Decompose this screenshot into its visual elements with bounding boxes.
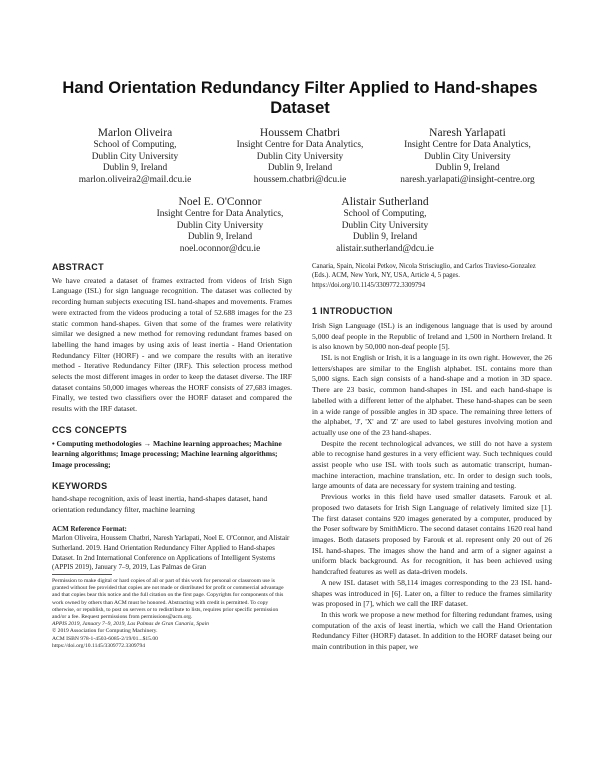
intro-paragraph: A new ISL dataset with 58,114 images corresponding to the 23 ISL hand-shapes was introduced in [6]. Later on, a filter to reduce the frames similarity was proposed in [7], which we call the IRF dataset.: [312, 577, 552, 609]
author-block-5: [285, 195, 485, 255]
left-column: [52, 262, 292, 573]
author-affiliation: School of Computing,: [93, 140, 177, 150]
author-affiliation: Insight Centre for Data Analytics,: [404, 140, 531, 150]
author-university: Dublin City University: [341, 220, 429, 231]
doi-line: https://doi.org/10.1145/3309772.3309794: [52, 642, 146, 649]
author-name: Alistair Sutherland: [341, 196, 429, 208]
conference-line: APPIS 2019, January 7–9, 2019, Las Palmas de Gran Canaria, Spain: [52, 621, 209, 628]
intro-paragraph: ISL is not English or Irish, it is a language in its own right. However, the 26 letters/shapes are similar to the English alphabet. ISL contains more than 5,000 signs. Each sign consists of a hand-shape and a motion in 3D space. There are 23 basic, common hand-shapes in ISL and each hand-shape is labelled with a different letter of the alphabet. These hand-shapes can be seen in a wide range of possible angles in 3D space. The remaining three letters of the alphabet, 'J', 'X' and 'Z' are used to label gestures involving motion and actually use one of the 23 hand-shapes.: [312, 353, 552, 437]
footnote-divider: [52, 574, 112, 575]
author-email: naresh.yarlapati@insight-centre.org: [400, 174, 535, 185]
keywords-heading: KEYWORDS: [52, 480, 108, 491]
abstract-text: We have created a dataset of frames extracted from videos of Irish Sign Language (ISL) for sign language recognition. The dataset was collected by recording human subjects executing ISL hand-shapes and movements. Frames were extracted from the videos producing a total of 52.688 images for the 23 static common hand-shapes. Given that some of the frames were relativity similar we designed a new method for removing redundant frames based on labelling the hand images by using axis of least inertia - Hand Orientation Redundancy Filter (HORF) - and we compare the results with an iterative method - Iterative Redundancy Filter (IRF). This selection process method selects the most different images in order to keep the dataset diverse. The IRF dataset contains 50,000 images whereas the HORF consists of 27,683 images. Finally, we tested two classifiers over the HORF dataset and compared the results with the IRF dataset.: [52, 275, 292, 414]
author-email: marlon.oliveira2@mail.dcu.ie: [78, 174, 192, 185]
author-name: Marlon Oliveira: [97, 127, 173, 139]
ccs-heading: CCS CONCEPTS: [52, 424, 128, 435]
permission-notice: Permission to make digital or hard copies of all or part of this work for personal or classroom use is granted without fee provided that copies are not made or distributed for profit or commercial advantage and that copies bear this notice and the full citation on the first page. Copyrights for components of this work owned by others than ACM must be honored. Abstracting with credit is permitted. To copy otherwise, or republish, to post on servers or to redistribute to lists, requires prior specific permission and/or a fee. Request permissions from permissions@acm.org.: [52, 578, 284, 621]
author-email: houssem.chatbri@dcu.ie: [253, 174, 347, 185]
author-city: Dublin 9, Ireland: [187, 232, 253, 243]
abstract-heading: ABSTRACT: [52, 262, 104, 272]
author-city: Dublin 9, Ireland: [435, 163, 500, 174]
paper-title: Hand Orientation Redundancy Filter Applied to Hand-shapes Dataset: [62, 79, 538, 117]
author-email: alistair.sutherland@dcu.ie: [336, 243, 434, 254]
intro-paragraph: In this work we propose a new method for filtering redundant frames, using computation of the axis of least inertia, which we call the Hand Orientation Redundancy Filter (HORF) dataset. In addition to the HORF dataset being our main contribution in this paper, we: [312, 609, 552, 652]
introduction-heading: 1 INTRODUCTION: [312, 306, 393, 317]
ccs-text: • Computing methodologies → Machine learning approaches; Machine learning algorithms; Image processing; Machine learning algorithms; Image processing;: [52, 438, 282, 469]
author-block-3: [370, 126, 565, 186]
author-university: Dublin City University: [176, 220, 264, 231]
author-university: Dublin City University: [424, 151, 511, 162]
author-name: Noel E. O'Connor: [178, 196, 262, 208]
author-name: Houssem Chatbri: [259, 127, 341, 139]
keywords-text: hand-shape recognition, axis of least inertia, hand-shapes dataset, hand orientation redundancy filter, machine learning: [52, 494, 268, 515]
acm-reference-text: Marlon Oliveira, Houssem Chatbri, Naresh Yarlapati, Noel E. O'Connor, and Alistair Sutherland. 2019. Hand Orientation Redundancy Filter Applied to Hand-shapes Dataset. In 2nd International Conference on Applications of Intelligent Systems (APPIS 2019), January 7–9, 2019, Las Palmas de Gran: [52, 534, 290, 572]
copyright-footnote: [52, 578, 292, 650]
author-email: noel.oconnor@dcu.ie: [179, 243, 261, 254]
author-city: Dublin 9, Ireland: [352, 232, 418, 243]
author-university: Dublin City University: [91, 151, 179, 162]
intro-paragraph: Irish Sign Language (ISL) is an indigenous language that is used by around 5,000 deaf people in the Republic of Ireland and 1,500 in Northern Ireland. It is also known by 50,000 non-deaf people [5].: [312, 320, 552, 352]
author-university: Dublin City University: [256, 151, 344, 162]
isbn-line: ACM ISBN 978-1-4503-6085-2/19/01...$15.00: [52, 635, 158, 642]
intro-paragraph: Despite the recent technological advances, we still do not have a system able to recognise hand gestures in a very efficient way. Such techniques could assist people who use ISL with tools such as automatic transcript, human-machine interaction, machine translation, etc. In order to design such tools, large amounts of data are necessary for system training and testing.: [312, 438, 552, 491]
author-block-1: [40, 126, 230, 186]
author-affiliation: Insight Centre for Data Analytics,: [236, 140, 364, 150]
right-column: [312, 262, 552, 653]
acm-reference-heading: ACM Reference Format:: [52, 524, 127, 533]
acm-reference-continuation: Canaria, Spain, Nicolai Petkov, Nicola Strisciuglio, and Carlos Travieso-Gonzalez (Eds.). ACM, New York, NY, USA, Article 4, 5 pages. https://doi.org/10.1145/3309772.3309794: [312, 263, 536, 289]
author-city: Dublin 9, Ireland: [267, 163, 333, 174]
intro-paragraph: Previous works in this field have used smaller datasets. Farouk et al. proposed two datasets for Irish Sign Language of relatively limited size [1]. The first dataset contains 920 images generated by a computer, produced by the Poser software by SmithMicro. The second dataset contains 1620 real hand images. Both datasets proposed by Farouk et al. represent only 20 out of 26 ISL hand-shapes. The images show the hand and arm of a signer against a uniform black background. As for recognition, it has been achieved using handcrafted features as well as data-driven models.: [312, 492, 552, 577]
author-block-2: [205, 126, 395, 186]
author-affiliation: Insight Centre for Data Analytics,: [156, 209, 284, 219]
author-affiliation: School of Computing,: [343, 209, 427, 219]
author-city: Dublin 9, Ireland: [102, 163, 168, 174]
author-name: Naresh Yarlapati: [429, 127, 506, 139]
copyright-line: © 2019 Association for Computing Machinery.: [52, 628, 158, 635]
